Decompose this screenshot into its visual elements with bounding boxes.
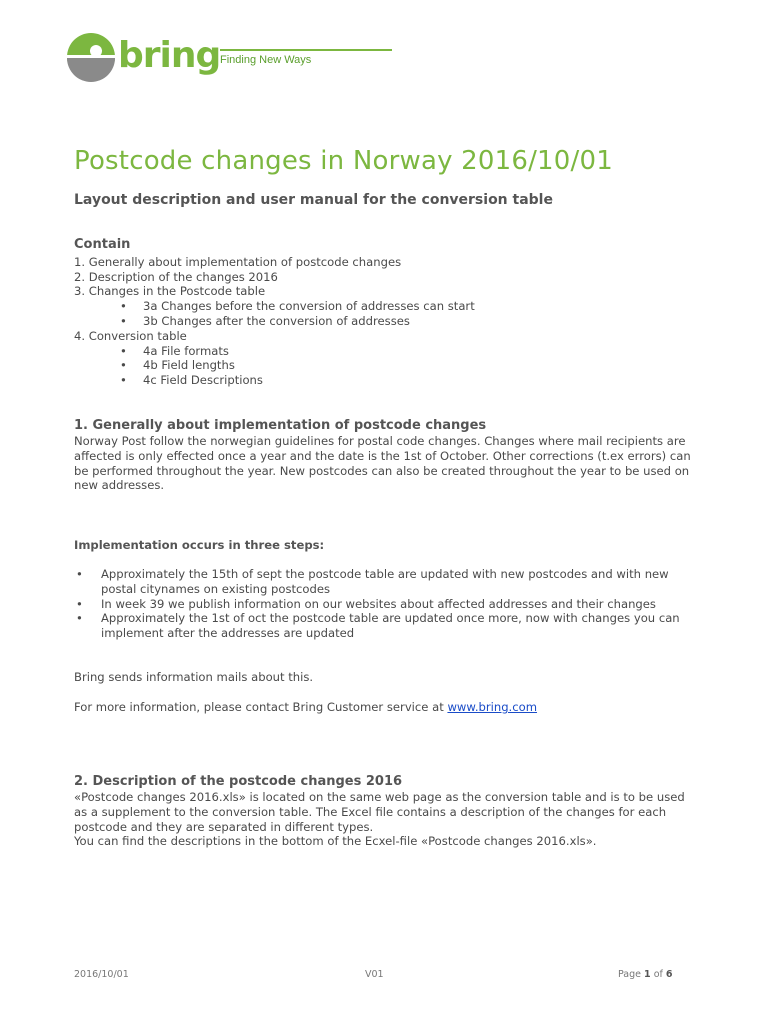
section-1 xyxy=(74,417,694,493)
contents-subitem-4a: • 4a File formats xyxy=(120,343,229,358)
list-item: • In week 39 we publish information on our websites about affected addresses and their changes xyxy=(76,596,656,611)
page-subtitle: Layout description and user manual for the conversion table xyxy=(74,192,553,208)
bullet-icon: • xyxy=(120,299,127,314)
list-item: • Approximately the 15th of sept the postcode table are updated with new postcodes and with new postal citynames on existing postcodes xyxy=(76,567,669,596)
bullet-icon: • xyxy=(120,313,127,328)
section-2 xyxy=(74,773,694,849)
bullet-icon: • xyxy=(120,373,127,388)
info-contact xyxy=(74,700,537,715)
contents-item-1: 1. Generally about implementation of postcode changes xyxy=(74,254,402,269)
contents-subitem-4b: • 4b Field lengths xyxy=(120,358,235,373)
bullet-icon: • xyxy=(76,567,83,581)
logo-rule xyxy=(220,49,392,51)
bring-logo-tagline: Finding New Ways xyxy=(220,54,312,66)
contents-item-4: 4. Conversion table xyxy=(74,328,187,343)
footer-page-number: Page 1 of 6 xyxy=(618,969,673,980)
contents-item-3: 3. Changes in the Postcode table xyxy=(74,284,266,299)
footer-date: 2016/10/01 xyxy=(74,969,129,980)
info-mails: Bring sends information mails about this. xyxy=(74,670,314,684)
bullet-icon: • xyxy=(120,343,127,358)
bullet-icon: • xyxy=(76,611,83,626)
bring-logo xyxy=(66,30,336,86)
footer-version: V01 xyxy=(365,969,384,980)
contents-subitem-3b: • 3b Changes after the conversion of addresses xyxy=(120,313,410,328)
contents-subitem-4c: • 4c Field Descriptions xyxy=(120,373,263,388)
bring-website-link[interactable]: www.bring.com xyxy=(447,700,538,714)
bring-logo-word: bring xyxy=(118,35,221,76)
steps-list xyxy=(74,567,684,641)
section-1-heading: 1. Generally about implementation of postcode changes xyxy=(74,418,487,433)
contents-subitem-3a: • 3a Changes before the conversion of addresses can start xyxy=(120,299,475,314)
info-contact-prefix: For more information, please contact Bring Customer service at xyxy=(74,700,448,714)
table-of-contents xyxy=(74,238,694,388)
contents-heading: Contain xyxy=(74,237,131,252)
bullet-icon: • xyxy=(76,596,83,611)
section-1-body: Norway Post follow the norwegian guidelines for postal code changes. Changes where mail recipients are affected is only effected once a year and the date is the 1st of October. Other corrections (t.ex errors) can be performed throughout the year. New postcodes can also be created throughout the year to be used on new addresses. xyxy=(74,434,691,493)
section-2-body-2: You can find the descriptions in the bottom of the Ecxel-file «Postcode changes 2016.xls». xyxy=(74,834,597,849)
page-title: Postcode changes in Norway 2016/10/01 xyxy=(74,146,613,176)
list-item: • Approximately the 1st of oct the postcode table are updated once more, now with changes you can implement after the addresses are updated xyxy=(76,611,680,641)
contents-item-2: 2. Description of the changes 2016 xyxy=(74,269,278,284)
bullet-icon: • xyxy=(120,358,127,373)
bring-logo-mark-icon xyxy=(66,32,116,82)
steps-heading: Implementation occurs in three steps: xyxy=(74,538,325,552)
section-2-body-1: «Postcode changes 2016.xls» is located on the same web page as the conversion table and is to be used as a supplement to the conversion table. The Excel file contains a description of the changes for each postcode and they are separated in different types. xyxy=(74,790,685,834)
section-2-heading: 2. Description of the postcode changes 2016 xyxy=(74,774,403,789)
